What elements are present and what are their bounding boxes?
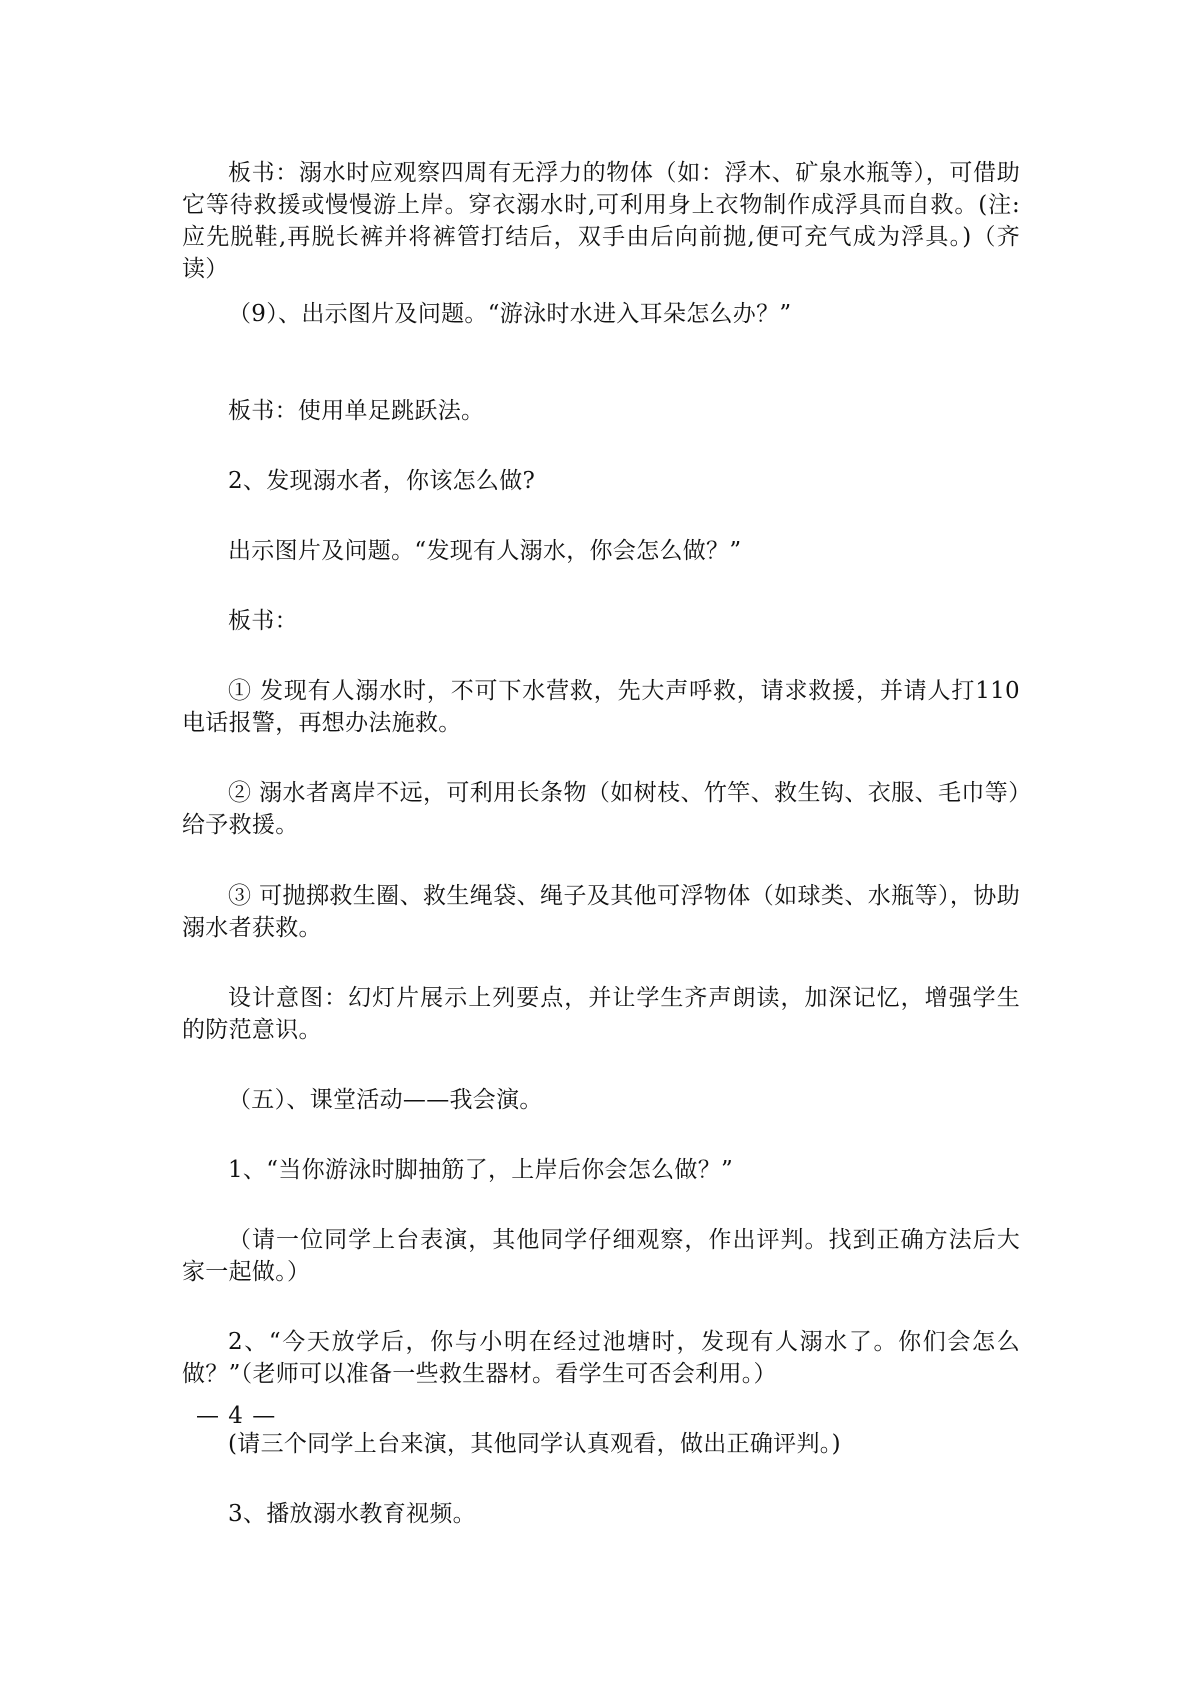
paragraph-board-single-foot-jump: 板书：使用单足跳跃法。 bbox=[228, 398, 485, 424]
paragraph-question-ear-water: （9）、出示图片及问题。“游泳时水进入耳朵怎么办？” bbox=[228, 301, 792, 327]
paragraph-question-discover-drowning: 出示图片及问题。“发现有人溺水，你会怎么做？” bbox=[228, 538, 742, 564]
paragraph-activity-1-note: （请一位同学上台表演，其他同学仔细观察，作出评判。找到正确方法后大家一起做。） bbox=[182, 1227, 1020, 1285]
paragraph-point-2: ② 溺水者离岸不远，可利用长条物（如树枝、竹竿、救生钩、衣服、毛巾等）给予救援。 bbox=[182, 780, 1020, 838]
paragraph-activity-1: 1、“当你游泳时脚抽筋了，上岸后你会怎么做？” bbox=[228, 1157, 734, 1183]
paragraph-activity-2: 2、“今天放学后，你与小明在经过池塘时，发现有人溺水了。你们会怎么做？”（老师可以准备一些救生器材。看学生可否会利用。） bbox=[182, 1329, 1020, 1387]
paragraph-section-classroom-activity: （五）、课堂活动——我会演。 bbox=[228, 1087, 543, 1113]
paragraph-point-1: ① 发现有人溺水时，不可下水营救，先大声呼救，请求救援，并请人打110 电话报警，再想办法施救。 bbox=[182, 678, 1020, 736]
page-number: — 4 — bbox=[196, 1403, 277, 1429]
paragraph-heading-discover-drowning: 2、发现溺水者，你该怎么做? bbox=[228, 468, 536, 494]
paragraph-board-note-floating: 板书：溺水时应观察四周有无浮力的物体（如：浮木、矿泉水瓶等），可借助它等待救援或慢慢游上岸。穿衣溺水时,可利用身上衣物制作成浮具而自救。(注:应先脱鞋,再脱长裤并将裤管打结后，双手由后向前抛,便可充气成为浮具。)（齐读） bbox=[182, 160, 1020, 282]
paragraph-design-intent: 设计意图：幻灯片展示上列要点，并让学生齐声朗读，加深记忆，增强学生的防范意识。 bbox=[182, 985, 1020, 1043]
paragraph-board-label: 板书： bbox=[228, 608, 298, 634]
paragraph-activity-3: 3、播放溺水教育视频。 bbox=[228, 1501, 476, 1527]
paragraph-activity-2-note: (请三个同学上台来演，其他同学认真观看，做出正确评判。) bbox=[228, 1431, 841, 1457]
paragraph-point-3: ③ 可抛掷救生圈、救生绳袋、绳子及其他可浮物体（如球类、水瓶等），协助溺水者获救。 bbox=[182, 883, 1020, 941]
